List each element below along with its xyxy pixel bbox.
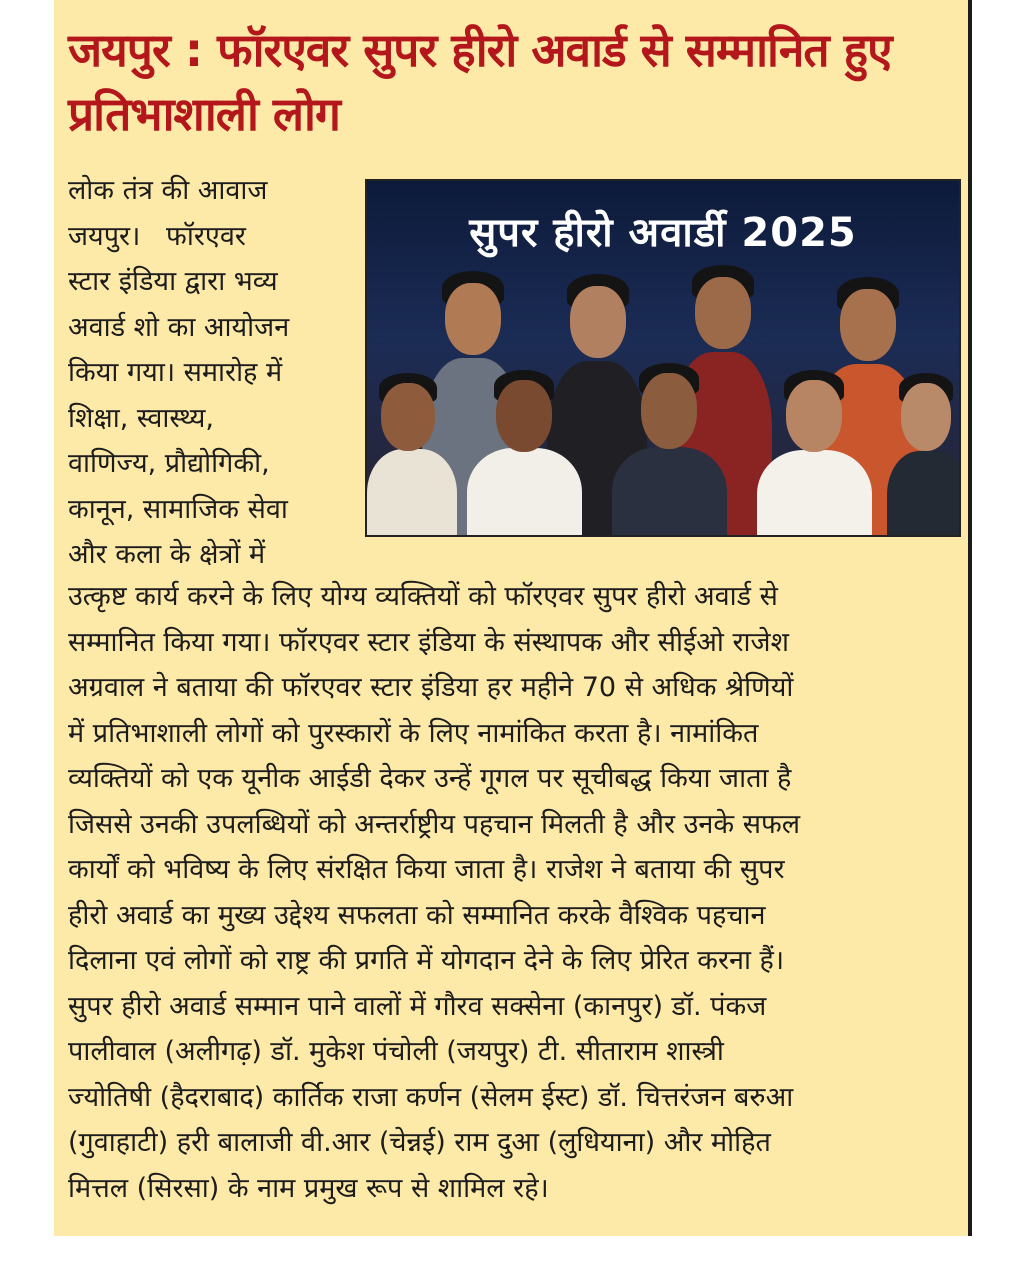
lead-line: कानून, सामाजिक सेवा: [68, 493, 288, 525]
awardee-figure: [367, 371, 457, 537]
body-line: में प्रतिभाशाली लोगों को पुरस्कारों के लिए नामांकित करता है। नामांकित: [68, 717, 759, 749]
awardees-photo: [365, 179, 961, 537]
body-line: उत्कृष्ट कार्य करने के लिए योग्य व्यक्तियों को फॉरएवर सुपर हीरो अवार्ड से: [68, 581, 778, 612]
lead-line: शिक्षा, स्वास्थ्य,: [68, 402, 215, 434]
lead-line: लोक तंत्र की आवाज: [68, 175, 268, 206]
lead-line: अवार्ड शो का आयोजन: [68, 311, 290, 343]
body-line: कार्यों को भविष्य के लिए संरक्षित किया जाता है। राजेश ने बताया की सुपर: [68, 854, 785, 885]
lead-column: [68, 168, 340, 578]
lead-line: जयपुर। फॉरएवर: [68, 220, 246, 252]
lead-line: और कला के क्षेत्रों में: [68, 539, 266, 570]
body-paragraph: [68, 574, 948, 1211]
awardee-figure: [462, 366, 587, 537]
lead-line: स्टार इंडिया द्वारा भव्य: [68, 266, 278, 297]
body-line: सुपर हीरो अवार्ड सम्मान पाने वालों में गौरव सक्सेना (कानपुर) डॉ. पंकज: [68, 990, 767, 1022]
body-line: मित्तल (सिरसा) के नाम प्रमुख रूप से शामिल रहे।: [68, 1172, 549, 1204]
body-line: सम्मानित किया गया। फॉरएवर स्टार इंडिया के संस्थापक और सीईओ राजेश: [68, 626, 789, 658]
body-line: ज्योतिषी (हैदराबाद) कार्तिक राजा कर्णन (सेलम ईस्ट) डॉ. चित्तरंजन बरुआ: [68, 1081, 794, 1113]
body-line: जिससे उनकी उपलब्धियों को अन्तर्राष्ट्रीय पहचान मिलती है और उनके सफल: [68, 808, 801, 840]
lead-line: वाणिज्य, प्रौद्योगिकी,: [68, 448, 270, 479]
awardee-figure: [887, 371, 961, 537]
awardee-figure: [752, 366, 877, 537]
body-line: हीरो अवार्ड का मुख्य उद्देश्य सफलता को सम्मानित करके वैश्विक पहचान: [68, 899, 766, 931]
body-line: (गुवाहाटी) हरी बालाजी वी.आर (चेन्नई) राम दुआ (लुधियाना) और मोहित: [68, 1127, 771, 1158]
body-line: दिलाना एवं लोगों को राष्ट्र की प्रगति में योगदान देने के लिए प्रेरित करना हैं।: [68, 945, 785, 976]
body-line: व्यक्तियों को एक यूनीक आईडी देकर उन्हें गूगल पर सूचीबद्ध किया जाता है: [68, 763, 792, 794]
photo-title: सुपर हीरो अवार्डी 2025: [469, 210, 857, 256]
newspaper-clipping: [54, 0, 972, 1236]
lead-line: किया गया। समारोह में: [68, 357, 283, 388]
body-line: अग्रवाल ने बताया की फॉरएवर स्टार इंडिया हर महीने 70 से अधिक श्रेणियों: [68, 672, 794, 703]
body-line: पालीवाल (अलीगढ़) डॉ. मुकेश पंचोली (जयपुर) टी. सीताराम शास्त्री: [68, 1036, 724, 1067]
awardee-figure: [607, 359, 732, 537]
headline: जयपुर : फॉरएवर सुपर हीरो अवार्ड से सम्मानित हुए प्रतिभाशाली लोग: [68, 23, 892, 141]
